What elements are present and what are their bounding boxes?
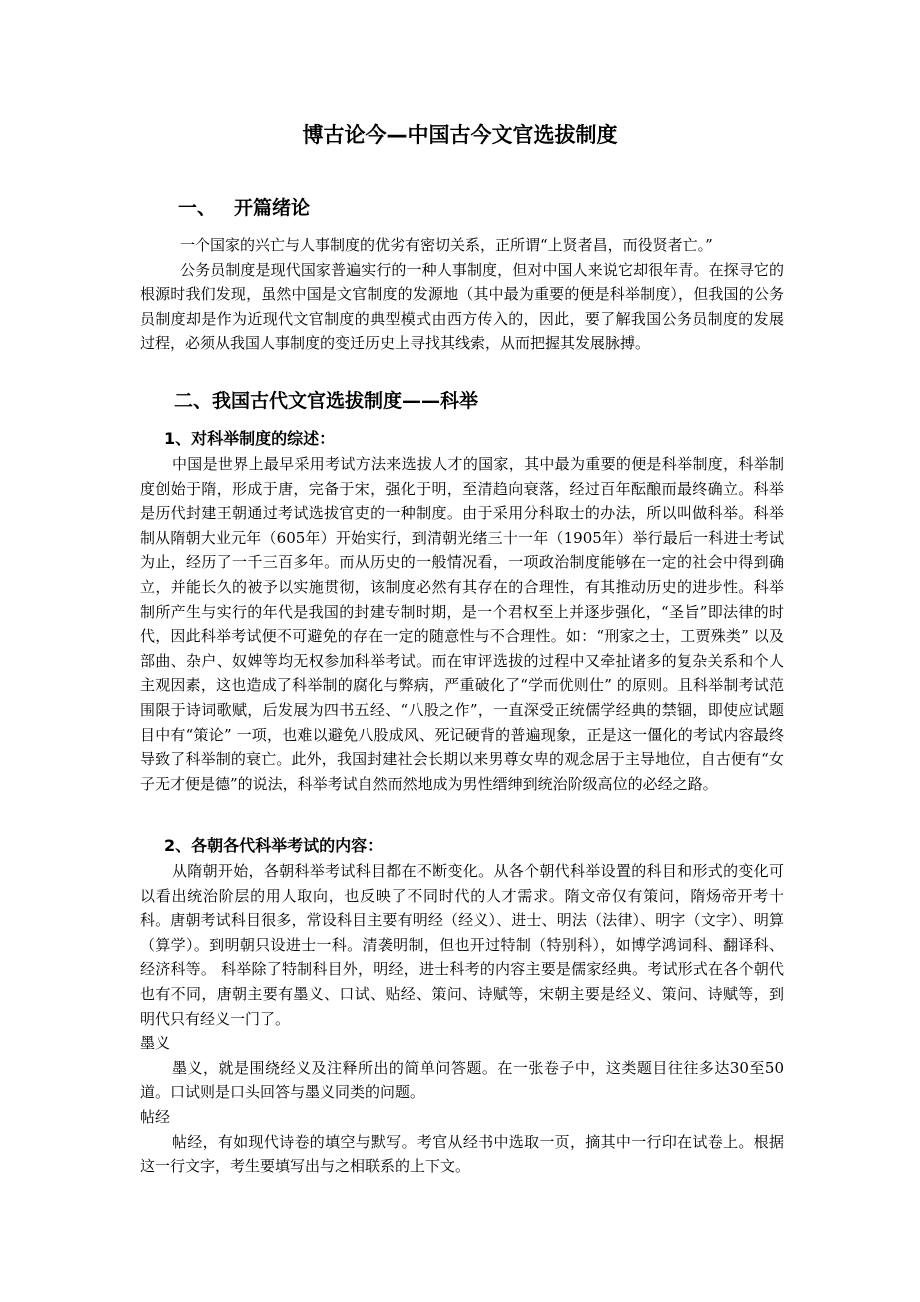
subsection-1-body (140, 452, 784, 796)
document-title: 博古论今—中国古今文官选拔制度 (302, 123, 618, 147)
intro-paragraph-1: 一个国家的兴亡与人事制度的优劣有密切关系，正所谓“上贤者昌，而役贤者亡。” (180, 236, 713, 254)
section-1-number: 一、 (178, 197, 217, 219)
keju-overview-paragraph: 中国是世界上最早采用考试方法来选拔人才的国家，其中最为重要的便是科举制度，科举制度创始于隋，形成于唐，完备于宋，强化于明，至清趋向衰落，经过百年酝酿而最终确立。科举是历代封建王朝通过考试选拔官吏的一种制度。由于采用分科取士的办法，所以叫做科举。科举制从隋朝大业元年（605年）开始实行，到清朝光绪三十一年（1905年）举行最后一科进士考试为止，经历了一千三百多年。而从历史的一般情况看，一项政治制度能够在一定的社会中得到确立，并能长久的被予以实施贯彻，该制度必然有其存在的合理性，有其推动历史的进步性。科举制所产生与实行的年代是我国的封建专制时期，是一个君权至上并逐步强化，“圣旨”即法律的时代，因此科举考试便不可避免的存在一定的随意性与不合理性。如：“刑家之士，工贾殊类” 以及部曲、杂户、奴婢等均无权参加科举考试。而在审评选拔的过程中又牵扯诸多的复杂关系和个人主观因素，这也造成了科举制的腐化与弊病，严重破化了“学而优则仕” 的原则。且科举制考试范围限于诗词歌赋，后发展为四书五经、“八股之作”，一直深受正统儒学经典的禁锢，即使应试题目中有“策论” 一项，也难以避免八股成风、死记硬背的普遍现象，正是这一僵化的考试内容最终导致了科举制的衰亡。此外，我国封建社会长期以来男尊女卑的观念居于主导地位，自古便有“女子无才便是德”的说法，科举考试自然而然地成为男性缙绅到统治阶级高位的必经之路。 (140, 455, 784, 793)
moyi-paragraph: 墨义，就是围绕经义及注释所出的简单问答题。在一张卷子中，这类题目往往多达30至50道。口试则是口头回答与墨义同类的问题。 (140, 1058, 784, 1102)
tiejing-label: 帖经 (140, 1107, 171, 1126)
subsection-2-heading: 2、各朝各代科举考试的内容： (164, 836, 384, 855)
intro-paragraph-2: 公务员制度是现代国家普遍实行的一种人事制度，但对中国人来说它却很年青。在探寻它的根源时我们发现，虽然中国是文官制度的发源地（其中最为重要的便是科举制度），但我国的公务员制度却是作为近现代文官制度的典型模式由西方传入的，因此，要了解我国公务员制度的发展过程，必须从我国人事制度的变迁历史上寻找其线索，从而把握其发展脉搏。 (140, 260, 784, 353)
subsection-2-body (140, 859, 784, 1179)
section-1-heading-text: 开篇绪论 (234, 197, 311, 219)
section-1-heading (178, 194, 310, 222)
subsection-1-heading: 1、对科举制度的综述： (164, 429, 336, 448)
exam-content-paragraph: 从隋朝开始，各朝科举考试科目都在不断变化。从各个朝代科举设置的科目和形式的变化可以看出统治阶层的用人取向，也反映了不同时代的人才需求。隋文帝仅有策问，隋炀帝开考十科。唐朝考试科目很多，常设科目主要有明经（经义）、进士、明法（法律）、明字（文字）、明算（算学）。到明朝只设进士一科。清袭明制，但也开过特制（特别科），如博学鸿词科、翻译科、经济科等。 科举除了特制科目外，明经，进士科考的内容主要是儒家经典。考试形式在各个朝代也有不同，唐朝主要有墨义、口试、贴经、策问、诗赋等，宋朝主要是经义、策问、诗赋等，到明代只有经义一门了。 (140, 862, 784, 1028)
moyi-label: 墨义 (140, 1034, 171, 1053)
section-1-body (140, 233, 784, 356)
section-2-heading: 二、我国古代文官选拔制度——科举 (174, 390, 479, 412)
tiejing-paragraph: 帖经，有如现代诗卷的填空与默写。考官从经书中选取一页，摘其中一行印在试卷上。根据这一行文字，考生要填写出与之相联系的上下文。 (140, 1132, 784, 1176)
